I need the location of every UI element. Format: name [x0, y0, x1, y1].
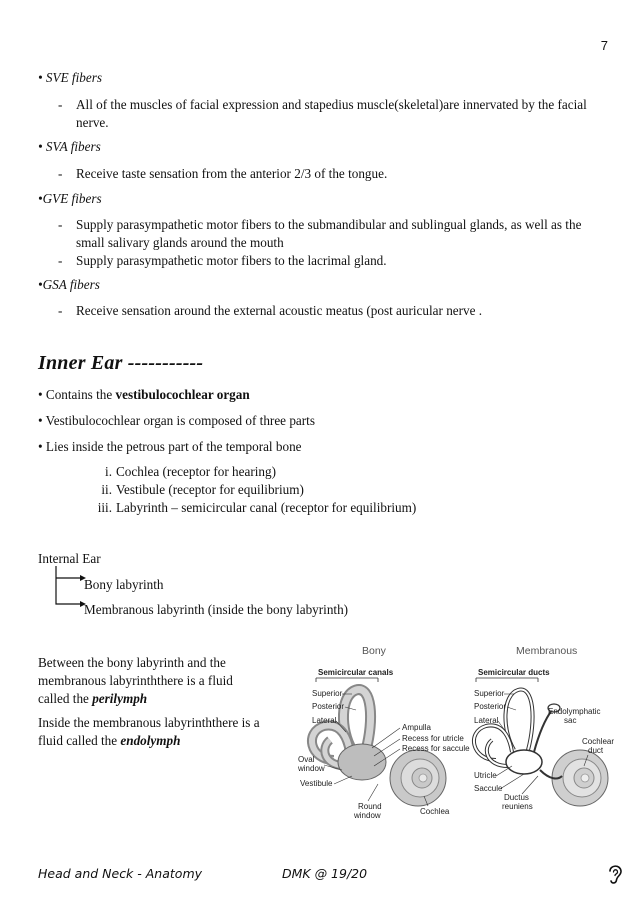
tree-arrows: [52, 566, 88, 612]
part-1: i. Cochlea (receptor for hearing): [105, 464, 276, 479]
gve-item-1: - Supply parasympathetic motor fibers to the submandibular and sublingual glands, as well as the small salivary glands around the mouth: [58, 217, 582, 250]
svg-text:duct: duct: [588, 746, 604, 755]
inner-ear-bullet-3: • Lies inside the petrous part of the temporal bone: [38, 439, 302, 454]
inner-ear-bullet-1: • Contains the vestibulocochlear organ: [38, 387, 250, 402]
svg-text:Cochlear: Cochlear: [582, 737, 615, 746]
svg-text:Semicircular ducts: Semicircular ducts: [478, 668, 550, 677]
bony-labyrinth-illustration: [297, 668, 470, 820]
footer-center: DMK @ 19/20: [282, 866, 368, 881]
branch-membranous: Membranous labyrinth (inside the bony labyrinth): [84, 602, 349, 617]
svg-text:sac: sac: [564, 716, 577, 725]
svg-text:Lateral: Lateral: [312, 716, 337, 725]
svg-text:Superior: Superior: [312, 689, 343, 698]
svg-text:window: window: [298, 764, 325, 773]
svg-text:window: window: [354, 811, 381, 820]
membranous-labyrinth-illustration: [474, 668, 614, 811]
page-number: 7: [600, 38, 608, 53]
bony-title: Bony: [362, 645, 386, 657]
svg-text:Utricle: Utricle: [474, 771, 497, 780]
perilymph-paragraph: Between the bony labyrinth and the membranous labyrinththere is a fluid called the perilymph: [38, 655, 233, 706]
footer-left: Head and Neck - Anatomy: [38, 866, 203, 881]
sve-heading: • SVE fibers: [38, 70, 102, 85]
sve-item: - All of the muscles of facial expression and stapedius muscle(skeletal)are innervated by the facial nerve.: [58, 97, 587, 130]
svg-text:Saccule: Saccule: [474, 784, 503, 793]
svg-text:Lateral: Lateral: [474, 716, 499, 725]
svg-text:Posterior: Posterior: [474, 702, 507, 711]
gsa-item: - Receive sensation around the external acoustic meatus (post auricular nerve .: [58, 303, 483, 318]
labyrinth-figure: [290, 640, 620, 825]
membranous-title: Membranous: [516, 645, 578, 657]
inner-ear-bullet-2: • Vestibulocochlear organ is composed of three parts: [38, 413, 315, 428]
gve-heading: •GVE fibers: [38, 191, 102, 206]
sva-item: - Receive taste sensation from the anterior 2/3 of the tongue.: [58, 166, 388, 181]
sva-heading: • SVA fibers: [38, 139, 101, 154]
part-2: ii. Vestibule (receptor for equilibrium): [101, 482, 304, 497]
ear-icon: [604, 862, 626, 886]
svg-text:Posterior: Posterior: [312, 702, 345, 711]
part-3: iii. Labyrinth – semicircular canal (receptor for equilibrium): [97, 500, 417, 515]
branch-bony: Bony labyrinth: [84, 577, 164, 592]
svg-text:Oval: Oval: [298, 755, 315, 764]
gsa-heading: •GSA fibers: [38, 277, 100, 292]
svg-text:Endolymphatic: Endolymphatic: [548, 707, 601, 716]
svg-text:Ductus: Ductus: [504, 793, 529, 802]
svg-text:Cochlea: Cochlea: [420, 807, 450, 816]
svg-text:Superior: Superior: [474, 689, 505, 698]
svg-text:Round: Round: [358, 802, 382, 811]
svg-text:reuniens: reuniens: [502, 802, 533, 811]
endolymph-paragraph: Inside the membranous labyrinththere is a fluid called the endolymph: [38, 715, 260, 748]
inner-ear-title: Inner Ear -----------: [38, 352, 204, 374]
svg-text:Vestibule: Vestibule: [300, 779, 333, 788]
gve-item-2: - Supply parasympathetic motor fibers to the lacrimal gland.: [58, 253, 387, 268]
internal-ear-label: Internal Ear: [38, 551, 101, 566]
svg-text:Semicircular canals: Semicircular canals: [318, 668, 394, 677]
svg-text:Recess for utricle: Recess for utricle: [402, 734, 464, 743]
svg-text:Ampulla: Ampulla: [402, 723, 431, 732]
svg-text:Recess for saccule: Recess for saccule: [402, 744, 470, 753]
